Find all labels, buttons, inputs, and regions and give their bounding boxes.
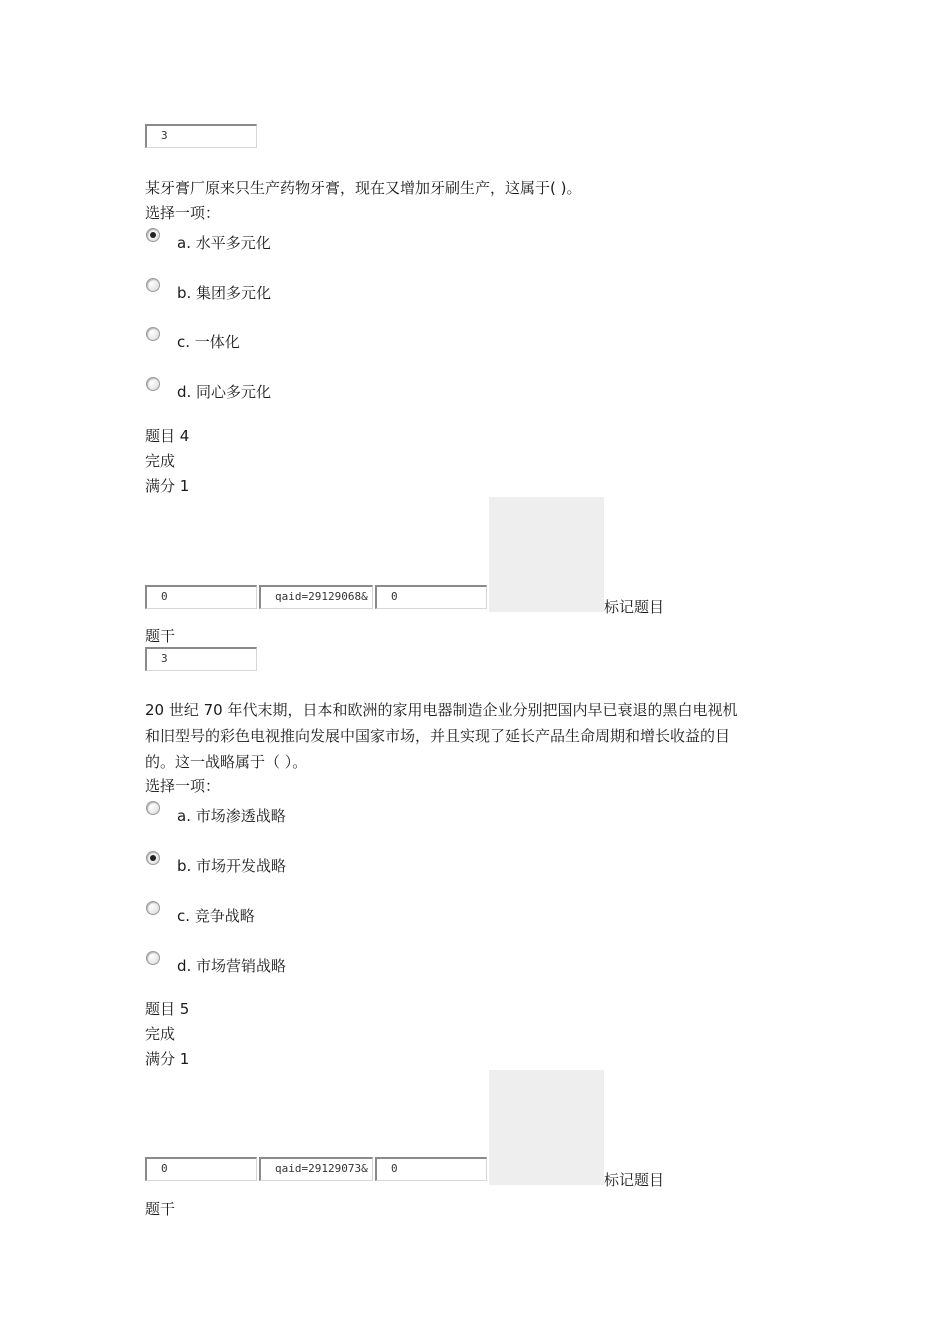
choose-one-prompt: 选择一项： — [145, 204, 221, 222]
option-label: b. 集团多元化 — [177, 284, 272, 302]
radio-button-selected[interactable] — [146, 228, 160, 242]
question-text: 某牙膏厂原来只生产药物牙膏，现在又增加牙刷生产，这属于( )。 — [145, 179, 582, 197]
flag-question-link[interactable]: 标记题目 — [604, 1171, 665, 1189]
stem-label: 题干 — [145, 627, 176, 645]
question-status: 完成 — [145, 1025, 176, 1043]
radio-button[interactable] — [146, 278, 160, 292]
question-text — [145, 697, 815, 775]
sequence-check-field[interactable]: 0 — [145, 585, 257, 609]
option-label: c. 竞争战略 — [177, 907, 255, 925]
question-number: 题目 5 — [145, 1000, 190, 1018]
flag-question-link[interactable]: 标记题目 — [604, 598, 665, 616]
question-status: 完成 — [145, 452, 176, 470]
question-number: 题目 4 — [145, 427, 190, 445]
question-text-line: 的。这一战略属于（ ）。 — [145, 753, 308, 771]
radio-button[interactable] — [146, 901, 160, 915]
question-type-field[interactable]: 3 — [145, 124, 257, 148]
qaid-field[interactable]: qaid=29129068& — [259, 585, 373, 609]
question-type-field[interactable]: 3 — [145, 647, 257, 671]
radio-button[interactable] — [146, 327, 160, 341]
option-label: a. 市场渗透战略 — [177, 807, 286, 825]
option-label: a. 水平多元化 — [177, 234, 271, 252]
flagged-field[interactable]: 0 — [375, 1157, 487, 1181]
qaid-field[interactable]: qaid=29129073& — [259, 1157, 373, 1181]
flag-image-placeholder[interactable] — [489, 497, 604, 612]
option-label: b. 市场开发战略 — [177, 857, 287, 875]
choose-one-prompt: 选择一项： — [145, 777, 221, 795]
radio-button[interactable] — [146, 377, 160, 391]
radio-button-selected[interactable] — [146, 851, 160, 865]
question-score: 满分 1 — [145, 477, 190, 495]
flagged-field[interactable]: 0 — [375, 585, 487, 609]
stem-label: 题干 — [145, 1200, 176, 1218]
flag-image-placeholder[interactable] — [489, 1070, 604, 1185]
question-score: 满分 1 — [145, 1050, 190, 1068]
radio-button[interactable] — [146, 801, 160, 815]
sequence-check-field[interactable]: 0 — [145, 1157, 257, 1181]
option-label: d. 同心多元化 — [177, 383, 272, 401]
option-label: d. 市场营销战略 — [177, 957, 287, 975]
radio-button[interactable] — [146, 951, 160, 965]
question-text-line: 20 世纪 70 年代末期，日本和欧洲的家用电器制造企业分别把国内早已衰退的黑白电视机 — [145, 701, 738, 719]
option-label: c. 一体化 — [177, 333, 240, 351]
question-text-line: 和旧型号的彩色电视推向发展中国家市场，并且实现了延长产品生命周期和增长收益的目 — [145, 727, 731, 745]
